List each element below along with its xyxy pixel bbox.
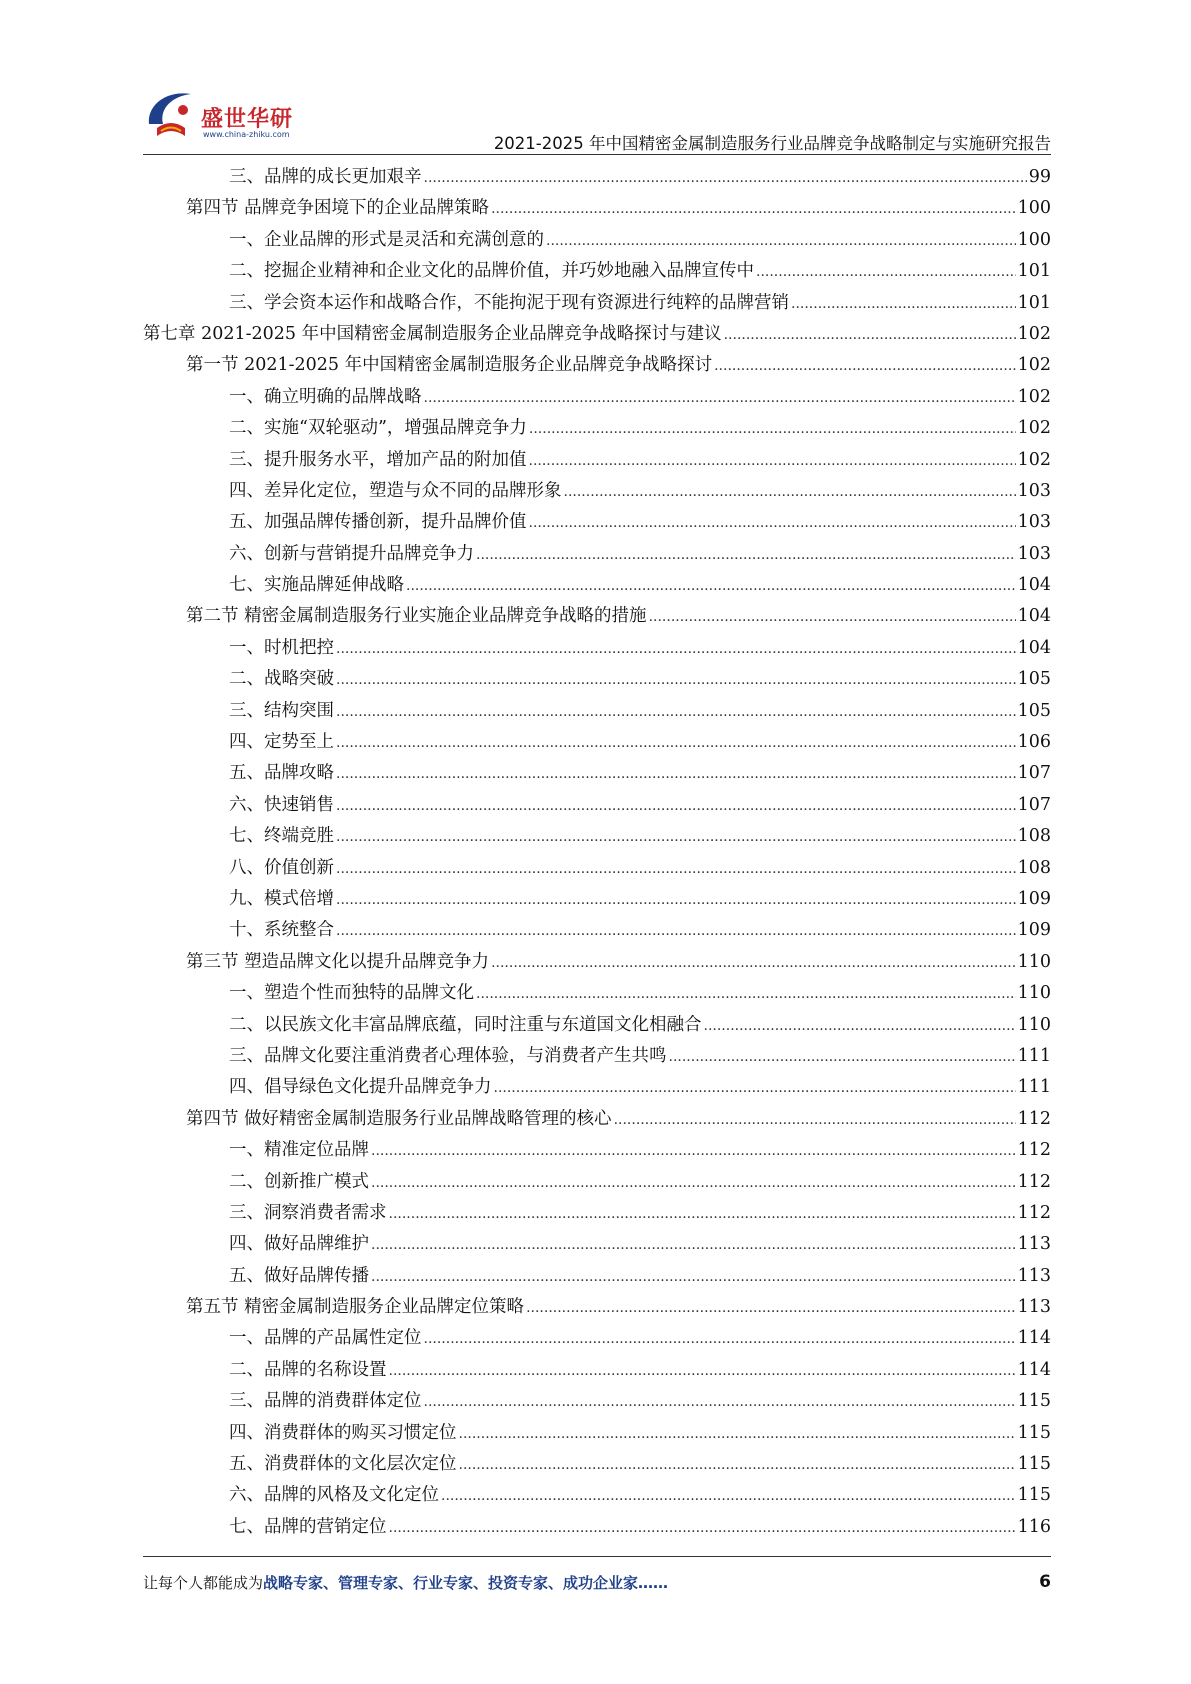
toc-entry-page: 111 [1017,1045,1051,1066]
toc-entry-label: 八、价值创新 [229,857,334,878]
toc-entry-label: 五、做好品牌传播 [229,1265,369,1286]
toc-subsection-entry[interactable] [143,915,1051,946]
toc-section-entry[interactable] [143,947,1051,978]
toc-subsection-entry[interactable] [143,476,1051,507]
toc-dot-leader [336,915,1016,947]
toc-subsection-entry[interactable] [143,1041,1051,1072]
toc-entry-page: 104 [1017,606,1051,627]
toc-entry-page: 103 [1017,480,1051,501]
toc-entry-label: 五、加强品牌传播创新，提升品牌价值 [229,512,527,533]
toc-dot-leader [424,1323,1016,1355]
toc-subsection-entry[interactable] [143,1386,1051,1417]
toc-subsection-entry[interactable] [143,1512,1051,1543]
toc-dot-leader [526,1292,1016,1324]
toc-entry-label: 一、塑造个性而独特的品牌文化 [229,983,474,1004]
footer-highlight: 战略专家、管理专家、行业专家、投资专家、成功企业家…… [263,1574,669,1592]
toc-entry-label: 第二节 精密金属制造服务行业实施企业品牌竞争战略的措施 [186,606,647,627]
toc-entry-page: 110 [1017,1014,1051,1035]
toc-entry-label: 二、创新推广模式 [229,1171,369,1192]
toc-entry-label: 六、创新与营销提升品牌竞争力 [229,543,474,564]
toc-subsection-entry[interactable] [143,1323,1051,1354]
company-logo [143,84,313,148]
toc-subsection-entry[interactable] [143,288,1051,319]
toc-subsection-entry[interactable] [143,1229,1051,1260]
toc-subsection-entry[interactable] [143,1261,1051,1292]
toc-dot-leader [529,413,1016,445]
toc-subsection-entry[interactable] [143,1167,1051,1198]
toc-subsection-entry[interactable] [143,1072,1051,1103]
toc-subsection-entry[interactable] [143,162,1051,193]
toc-entry-page: 100 [1017,198,1051,219]
toc-dot-leader [371,1229,1016,1261]
toc-dot-leader [389,1355,1016,1387]
book-swoosh-icon [143,84,205,146]
toc-section-entry[interactable] [143,1104,1051,1135]
toc-dot-leader [564,476,1016,508]
toc-entry-label: 七、品牌的营销定位 [229,1516,387,1537]
toc-subsection-entry[interactable] [143,1418,1051,1449]
toc-dot-leader [494,1072,1016,1104]
toc-subsection-entry[interactable] [143,884,1051,915]
toc-entry-label: 二、品牌的名称设置 [229,1359,387,1380]
toc-dot-leader [389,1198,1016,1230]
toc-subsection-entry[interactable] [143,664,1051,695]
toc-entry-label: 三、品牌文化要注重消费者心理体验，与消费者产生共鸣 [229,1045,667,1066]
toc-section-entry[interactable] [143,601,1051,632]
toc-entry-page: 102 [1017,386,1051,407]
toc-subsection-entry[interactable] [143,821,1051,852]
toc-entry-label: 二、实施“双轮驱动”，增强品牌竞争力 [229,418,527,439]
toc-dot-leader [649,601,1016,633]
toc-entry-label: 一、精准定位品牌 [229,1140,369,1161]
toc-dot-leader [704,1010,1016,1042]
toc-subsection-entry[interactable] [143,445,1051,476]
toc-entry-page: 102 [1017,355,1051,376]
toc-subsection-entry[interactable] [143,1135,1051,1166]
toc-entry-page: 105 [1017,669,1051,690]
toc-subsection-entry[interactable] [143,727,1051,758]
toc-entry-label: 四、定势至上 [229,732,334,753]
toc-entry-page: 115 [1017,1391,1051,1412]
toc-section-entry[interactable] [143,1292,1051,1323]
toc-entry-page: 107 [1017,763,1051,784]
toc-entry-label: 三、洞察消费者需求 [229,1202,387,1223]
toc-subsection-entry[interactable] [143,256,1051,287]
toc-dot-leader [756,256,1016,288]
toc-dot-leader [441,1480,1016,1512]
toc-entry-page: 101 [1017,292,1051,313]
report-title: 2021-2025 年中国精密金属制造服务行业品牌竞争战略制定与实施研究报告 [493,134,1051,153]
toc-dot-leader [336,633,1016,665]
toc-entry-label: 三、提升服务水平，增加产品的附加值 [229,449,527,470]
toc-entry-page: 110 [1017,951,1051,972]
toc-dot-leader [406,570,1016,602]
footer-slogan [143,1572,668,1593]
toc-dot-leader [424,382,1016,414]
toc-entry-label: 第四节 做好精密金属制造服务行业品牌战略管理的核心 [186,1108,612,1129]
toc-entry-label: 二、挖掘企业精神和企业文化的品牌价值，并巧妙地融入品牌宣传中 [229,261,754,282]
toc-entry-label: 五、品牌攻略 [229,763,334,784]
toc-subsection-entry[interactable] [143,978,1051,1009]
toc-entry-page: 112 [1017,1108,1051,1129]
toc-entry-page: 115 [1017,1454,1051,1475]
toc-dot-leader [546,225,1016,257]
page-header [143,84,1051,154]
toc-dot-leader [424,1386,1016,1418]
toc-entry-page: 101 [1017,261,1051,282]
toc-dot-leader [336,821,1016,853]
toc-entry-label: 第五节 精密金属制造服务企业品牌定位策略 [186,1297,525,1318]
toc-entry-page: 115 [1017,1485,1051,1506]
toc-entry-page: 108 [1017,857,1051,878]
toc-section-entry[interactable] [143,350,1051,381]
toc-entry-page: 112 [1017,1171,1051,1192]
toc-entry-page: 109 [1017,888,1051,909]
toc-entry-label: 第三节 塑造品牌文化以提升品牌竞争力 [186,951,490,972]
toc-entry-page: 112 [1017,1140,1051,1161]
toc-entry-label: 一、时机把控 [229,637,334,658]
toc-entry-page: 106 [1017,732,1051,753]
toc-subsection-entry[interactable] [143,382,1051,413]
toc-subsection-entry[interactable] [143,790,1051,821]
toc-entry-page: 113 [1017,1234,1051,1255]
toc-subsection-entry[interactable] [143,1010,1051,1041]
footer-prefix: 让每个人都能成为 [143,1574,264,1592]
toc-dot-leader [371,1167,1016,1199]
toc-subsection-entry[interactable] [143,1198,1051,1229]
toc-dot-leader [614,1104,1016,1136]
toc-entry-label: 四、做好品牌维护 [229,1234,369,1255]
toc-entry-label: 第一节 2021-2025 年中国精密金属制造服务企业品牌竞争战略探讨 [186,355,713,376]
toc-dot-leader [336,696,1016,728]
toc-dot-leader [529,507,1016,539]
toc-entry-label: 三、品牌的消费群体定位 [229,1391,422,1412]
toc-dot-leader [476,978,1016,1010]
toc-entry-page: 116 [1017,1516,1051,1537]
toc-entry-label: 第七章 2021-2025 年中国精密金属制造服务企业品牌竞争战略探讨与建议 [143,323,722,344]
toc-entry-label: 一、企业品牌的形式是灵活和充满创意的 [229,229,544,250]
toc-dot-leader [791,288,1016,320]
toc-entry-page: 100 [1017,229,1051,250]
toc-dot-leader [714,350,1015,382]
toc-dot-leader [389,1512,1016,1544]
toc-entry-label: 第四节 品牌竞争困境下的企业品牌策略 [186,198,490,219]
toc-dot-leader [459,1418,1016,1450]
toc-entry-label: 七、实施品牌延伸战略 [229,575,404,596]
toc-dot-leader [336,853,1016,885]
toc-entry-label: 二、以民族文化丰富品牌底蕴，同时注重与东道国文化相融合 [229,1014,702,1035]
toc-subsection-entry[interactable] [143,539,1051,570]
toc-entry-label: 三、学会资本运作和战略合作，不能拘泥于现有资源进行纯粹的品牌营销 [229,292,789,313]
toc-subsection-entry[interactable] [143,413,1051,444]
toc-subsection-entry[interactable] [143,633,1051,664]
toc-subsection-entry[interactable] [143,570,1051,601]
toc-dot-leader [491,947,1016,979]
toc-entry-page: 105 [1017,700,1051,721]
toc-entry-label: 六、快速销售 [229,794,334,815]
toc-entry-page: 107 [1017,794,1051,815]
toc-entry-label: 九、模式倍增 [229,888,334,909]
toc-entry-label: 五、消费群体的文化层次定位 [229,1454,457,1475]
toc-entry-label: 一、确立明确的品牌战略 [229,386,422,407]
toc-entry-page: 115 [1017,1422,1051,1443]
toc-dot-leader [424,162,1027,194]
toc-entry-page: 108 [1017,826,1051,847]
toc-entry-page: 102 [1017,323,1051,344]
toc-dot-leader [724,319,1016,351]
toc-dot-leader [476,539,1016,571]
toc-entry-page: 114 [1017,1328,1051,1349]
toc-entry-label: 四、差异化定位，塑造与众不同的品牌形象 [229,480,562,501]
toc-dot-leader [336,790,1016,822]
toc-subsection-entry[interactable] [143,1449,1051,1480]
toc-entry-page: 104 [1017,575,1051,596]
toc-entry-label: 四、消费群体的购买习惯定位 [229,1422,457,1443]
toc-entry-page: 114 [1017,1359,1051,1380]
toc-entry-page: 99 [1028,167,1051,187]
header-divider [143,154,1051,155]
toc-chapter-entry[interactable] [143,319,1051,350]
toc-subsection-entry[interactable] [143,1480,1051,1511]
footer-divider [143,1556,1051,1557]
toc-entry-label: 四、倡导绿色文化提升品牌竞争力 [229,1077,492,1098]
toc-dot-leader [336,884,1016,916]
toc-entry-label: 十、系统整合 [229,920,334,941]
toc-subsection-entry[interactable] [143,758,1051,789]
toc-entry-page: 102 [1017,418,1051,439]
toc-entry-page: 103 [1017,543,1051,564]
logo-url: www.china-zhiku.com [203,130,290,139]
toc-subsection-entry[interactable] [143,225,1051,256]
toc-entry-label: 七、终端竞胜 [229,826,334,847]
toc-dot-leader [371,1135,1016,1167]
toc-entry-label: 二、战略突破 [229,669,334,690]
toc-subsection-entry[interactable] [143,507,1051,538]
page-number: 6 [1039,1572,1051,1592]
toc-entry-page: 112 [1017,1202,1051,1223]
toc-entry-label: 一、品牌的产品属性定位 [229,1328,422,1349]
toc-entry-page: 103 [1017,512,1051,533]
toc-entry-page: 113 [1017,1265,1051,1286]
toc-dot-leader [336,758,1016,790]
toc-subsection-entry[interactable] [143,853,1051,884]
toc-entry-page: 109 [1017,920,1051,941]
toc-subsection-entry[interactable] [143,696,1051,727]
toc-entry-page: 104 [1017,637,1051,658]
toc-dot-leader [459,1449,1016,1481]
toc-dot-leader [491,193,1016,225]
toc-entry-label: 六、品牌的风格及文化定位 [229,1485,439,1506]
toc-dot-leader [336,727,1016,759]
table-of-contents [143,162,1051,1543]
toc-entry-label: 三、品牌的成长更加艰辛 [229,167,422,187]
toc-dot-leader [529,445,1016,477]
toc-section-entry[interactable] [143,193,1051,224]
toc-dot-leader [669,1041,1016,1073]
toc-entry-label: 三、结构突围 [229,700,334,721]
toc-dot-leader [336,664,1016,696]
toc-entry-page: 110 [1017,983,1051,1004]
toc-dot-leader [371,1261,1016,1293]
toc-entry-page: 102 [1017,449,1051,470]
toc-entry-page: 113 [1017,1297,1051,1318]
toc-subsection-entry[interactable] [143,1355,1051,1386]
logo-name: 盛世华研 [201,107,294,132]
toc-entry-page: 111 [1017,1077,1051,1098]
